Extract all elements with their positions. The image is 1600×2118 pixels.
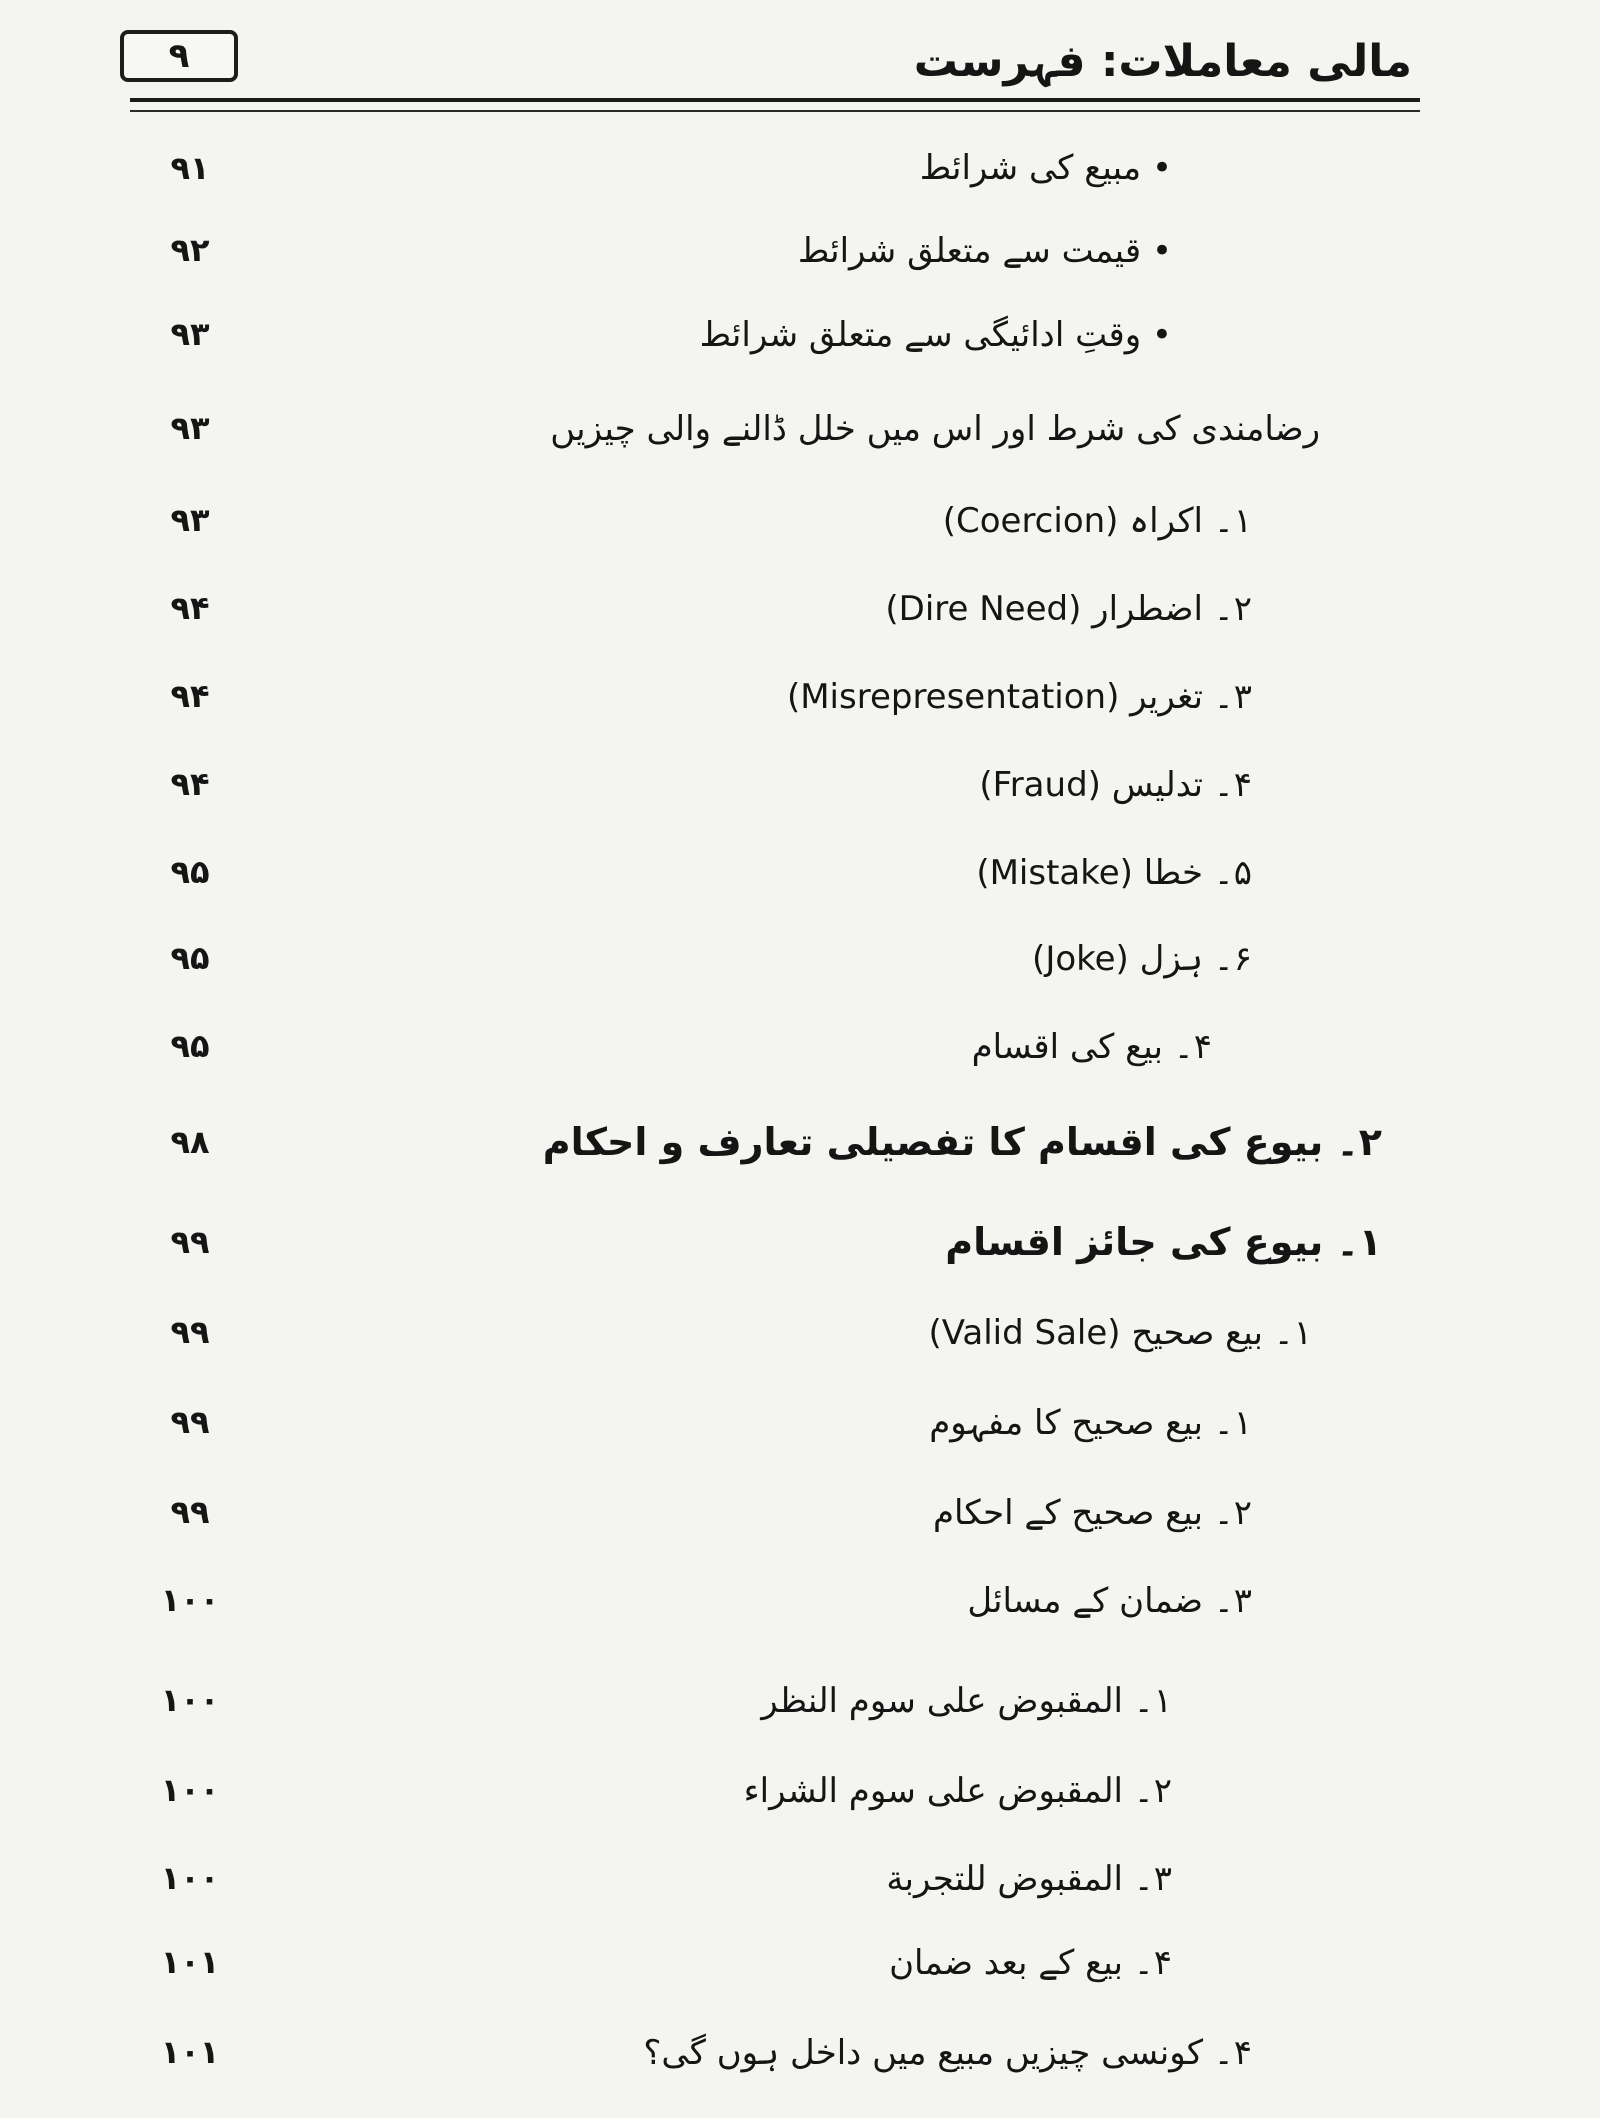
page-number-box: ۹ <box>120 30 238 82</box>
toc-entry-title: • قیمت سے متعلق شرائط <box>797 230 1172 271</box>
toc-entry-page: ۹۵ <box>170 853 210 891</box>
toc-entry-title: ۲۔ المقبوض على سوم الشراء <box>743 1770 1172 1811</box>
toc-entry-title: ۲۔ اضطرار (Dire Need) <box>885 588 1252 629</box>
toc-entry-page: ۹۴ <box>170 765 210 803</box>
toc-entry-page: ۹۹ <box>170 1313 210 1351</box>
toc-entry-page: ۹۵ <box>170 1027 210 1065</box>
toc-entry-page: ۹۹ <box>170 1403 210 1441</box>
toc-entry-title: • مبیع کی شرائط <box>919 148 1172 188</box>
toc-entry-title: • وقتِ ادائیگی سے متعلق شرائط <box>699 314 1172 355</box>
toc-entry-page: ۹۳ <box>170 409 210 447</box>
toc-entry-page: ۱۰۱ <box>160 2033 220 2071</box>
toc-entry-page: ۹۵ <box>170 939 210 977</box>
toc-entry-title: ۳۔ ضمان کے مسائل <box>967 1580 1252 1621</box>
toc-entry-title: ۵۔ خطا (Mistake) <box>976 852 1252 893</box>
toc-entry-title: رضامندی کی شرط اور اس میں خلل ڈالنے والی چیزیں <box>550 408 1320 449</box>
toc-entry-title: ۴۔ بیع کے بعد ضمان <box>889 1942 1172 1983</box>
toc-entry-page: ۹۴ <box>170 677 210 715</box>
toc-entry-title: ۴۔ کونسی چیزیں مبیع میں داخل ہوں گی؟ <box>643 2032 1252 2073</box>
toc-entry-page: ۹۹ <box>170 1223 210 1261</box>
toc-entry-page: ۱۰۰ <box>160 1859 220 1897</box>
running-title: مالی معاملات: فہرست <box>913 36 1412 87</box>
toc-entry-page: ۱۰۰ <box>160 1581 220 1619</box>
toc-entry-page: ۹۴ <box>170 589 210 627</box>
toc-entry-page: ۱۰۰ <box>160 1771 220 1809</box>
toc-entry-page: ۱۰۰ <box>160 1681 220 1719</box>
toc-entry-title: ۲۔ بیوع کی اقسام کا تفصیلی تعارف و احکام <box>542 1120 1382 1164</box>
toc-entry-page: ۱۰۱ <box>160 1943 220 1981</box>
toc-entry-page: ۹۱ <box>170 149 210 187</box>
toc-entry-title: ۲۔ بیع صحیح کے احکام <box>932 1492 1252 1533</box>
toc-entry-title: ۶۔ ہزل (Joke) <box>1032 938 1252 979</box>
toc-entry-page: ۹۳ <box>170 501 210 539</box>
toc-entry-page: ۹۸ <box>170 1123 210 1161</box>
toc-entry-page: ۹۹ <box>170 1493 210 1531</box>
toc-entry-page: ۹۲ <box>170 231 210 269</box>
toc-entry-title: ۳۔ تغریر (Misrepresentation) <box>786 676 1252 717</box>
toc-entry-title: ۳۔ المقبوض للتجربة <box>886 1858 1172 1899</box>
toc-entry-title: ۱۔ اکراہ (Coercion) <box>942 500 1252 541</box>
toc-entry-title: ۴۔ بیع کی اقسام <box>971 1026 1212 1067</box>
toc-entry-title: ۴۔ تدلیس (Fraud) <box>979 764 1252 805</box>
toc-entry-page: ۹۳ <box>170 315 210 353</box>
toc-entry-title: ۱۔ بیع صحیح کا مفہوم <box>929 1402 1252 1443</box>
toc-entry-title: ۱۔ بیع صحیح (Valid Sale) <box>928 1312 1312 1353</box>
toc-entry-title: ۱۔ المقبوض على سوم النظر <box>761 1680 1172 1721</box>
toc-entry-title: ۱۔ بیوع کی جائز اقسام <box>945 1220 1382 1264</box>
